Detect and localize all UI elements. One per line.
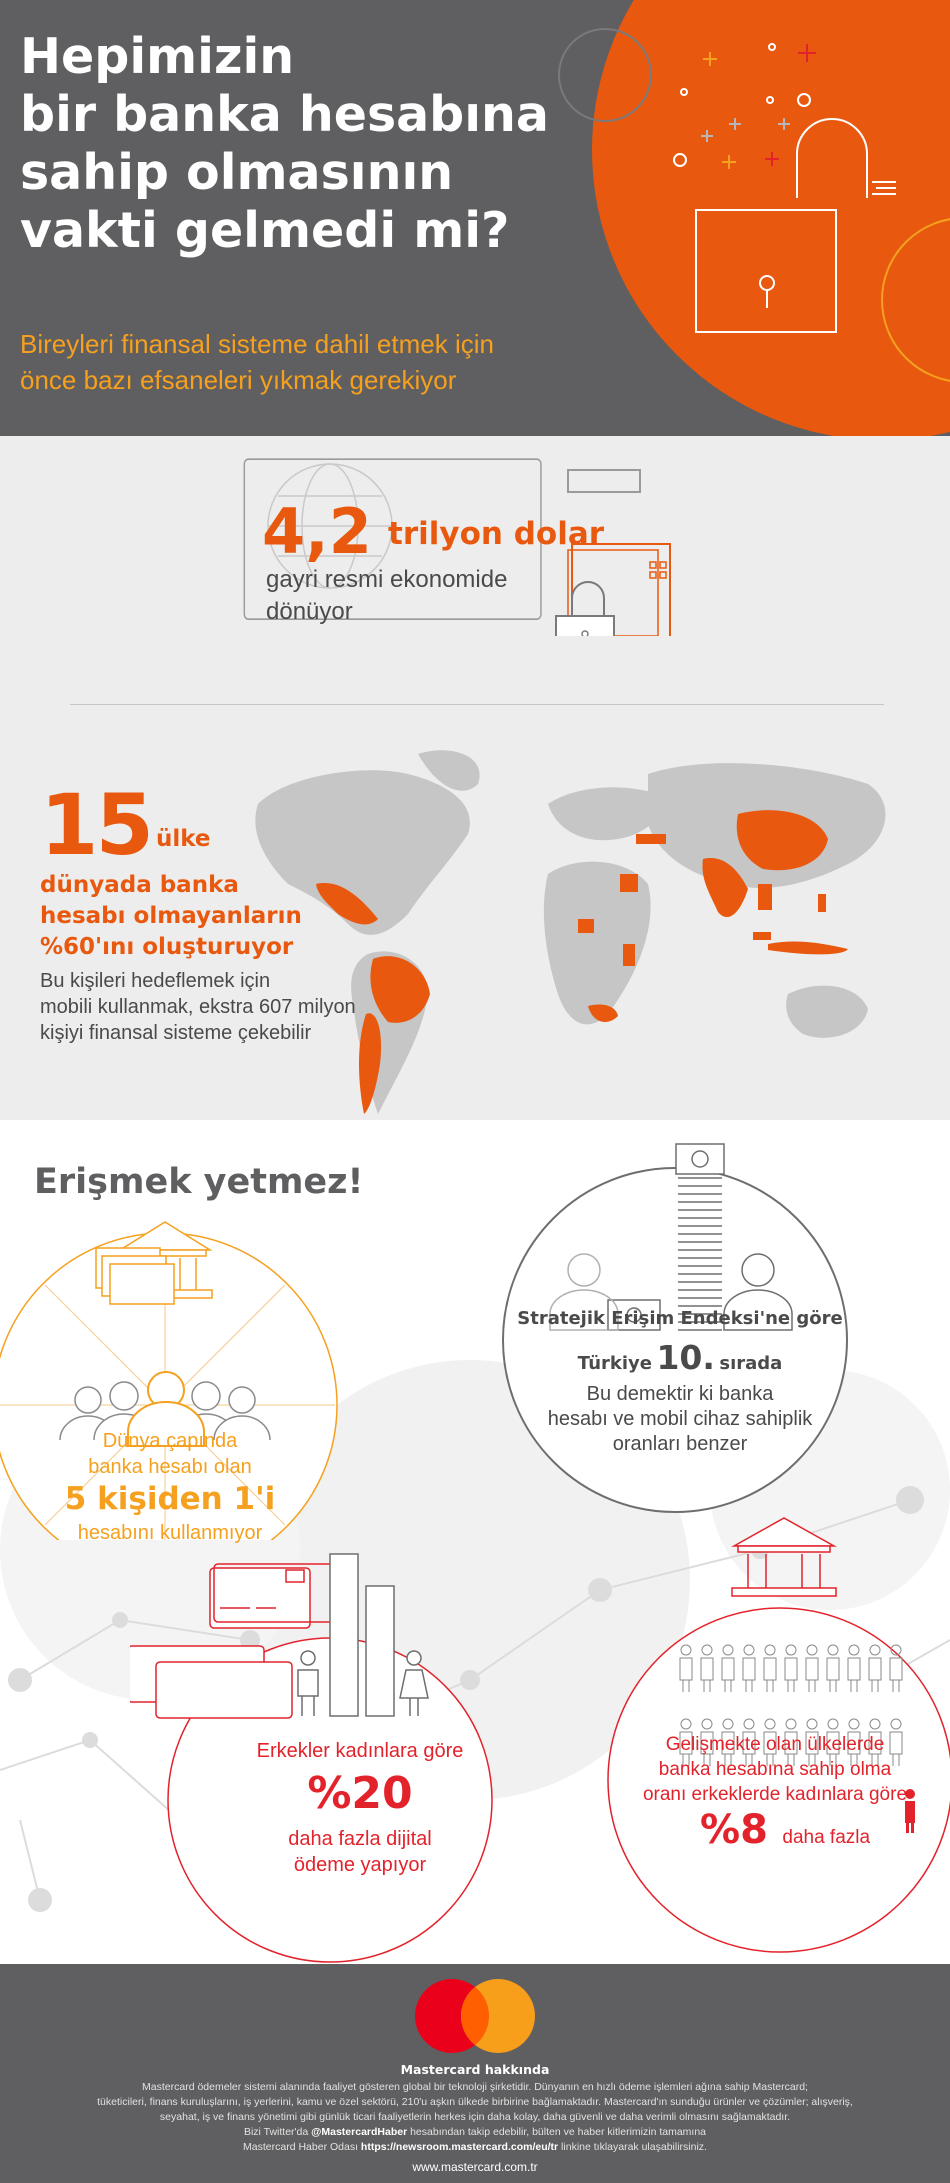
countries-headline [40, 870, 302, 963]
unused-line: banka hesabı olan [88, 1456, 252, 1478]
section-title: Erişmek yetmez! [34, 1162, 364, 1202]
title-line: Hepimizin [20, 28, 295, 85]
twitter-post: hesabından takip edebilir, bülten ve haber kitlerimizin tamamına [407, 2126, 707, 2138]
index-description [500, 1382, 860, 1457]
index-rank-suffix: sırada [719, 1353, 783, 1374]
page-subtitle [20, 326, 640, 398]
gender-line: Gelişmekte olan ülkelerde [665, 1734, 885, 1755]
unused-highlight: 5 kişiden 1'i [64, 1481, 276, 1517]
countries-unit: ülke [156, 826, 211, 852]
footer [0, 1964, 950, 2183]
world-map-image [248, 744, 908, 1124]
title-line: bir banka hesabına [20, 86, 549, 143]
access-section [0, 1120, 950, 1964]
index-desc-line: oranları benzer [612, 1433, 748, 1455]
unlocked-padlock-icon [592, 0, 950, 436]
footer-newsroom-line [0, 2140, 950, 2155]
economy-description [266, 564, 507, 628]
subtitle-line: Bireyleri finansal sisteme dahil etmek için [20, 329, 494, 359]
economy-unit: trilyon dolar [388, 516, 605, 552]
countries-description [40, 968, 356, 1046]
digital-description [210, 1826, 510, 1878]
subtitle-line: önce bazı efsaneleri yıkmak gerekiyor [20, 365, 457, 395]
footer-line: tüketicileri, finans kuruluşlarını, iş yerlerini, kamu ve özel sektörü, 210'u aşkın ülkede birbirine bağlamaktadır. Mastercard'ın sunduğu ürünler ve çözümler; alışveriş, [97, 2096, 853, 2108]
digital-line1: Erkekler kadınlara göre [256, 1740, 464, 1762]
newsroom-post: linkine tıklayarak ulaşabilirsiniz. [558, 2141, 707, 2153]
footer-about [0, 2080, 950, 2155]
countries-headline-line: hesabı olmayanların [40, 903, 302, 929]
title-line: sahip olmasının [20, 144, 454, 201]
stats-section [0, 436, 950, 1120]
gender-percent: %8 [700, 1807, 768, 1853]
twitter-pre: Bizi Twitter'da [243, 2126, 312, 2138]
gender-percent-suffix: daha fazla [782, 1827, 871, 1848]
countries-number: 15 [40, 776, 151, 874]
newsroom-pre: Mastercard Haber Odası [243, 2141, 361, 2153]
header-banner [0, 0, 950, 436]
footer-line: Mastercard ödemeler sistemi alanında faaliyet gösteren global bir teknoloji şirketidir. Dünyanın en hızlı ödeme işlemleri ağına sahip Mastercard; [142, 2081, 808, 2093]
footer-line: seyahat, iş ve finans yönetimi gibi günlük ticari faaliyetlerin herkes için daha kolay, daha güvenli ve daha verimli olmasını sağlamaktadır. [159, 2111, 791, 2123]
gender-line: oranı erkeklerde kadınlara göre [642, 1784, 908, 1805]
index-desc-line: hesabı ve mobil cihaz sahiplik [547, 1408, 813, 1430]
newsroom-link[interactable]: https://newsroom.mastercard.com/eu/tr [360, 2141, 559, 2153]
unused-after: hesabını kullanmıyor [77, 1522, 263, 1544]
footer-twitter-line [0, 2125, 950, 2140]
gender-percent-row [700, 1806, 870, 1854]
unused-line: Dünya çapında [102, 1430, 238, 1452]
countries-headline-line: dünyada banka [40, 872, 239, 898]
twitter-handle-link[interactable]: @MastercardHaber [311, 2126, 408, 2138]
gender-card-illustration [600, 1500, 950, 1960]
index-rank: 10. [656, 1338, 715, 1377]
website-link[interactable]: www.mastercard.com.tr [412, 2160, 538, 2174]
index-country: Türkiye [577, 1353, 652, 1374]
unused-lines [10, 1428, 330, 1480]
countries-desc-line: Bu kişileri hedeflemek için [40, 970, 271, 992]
gender-line: banka hesabına sahip olma [658, 1759, 892, 1780]
countries-headline-line: %60'ını oluşturuyor [40, 934, 294, 960]
digital-desc-line: ödeme yapıyor [293, 1854, 427, 1876]
index-rank-row [500, 1338, 860, 1377]
economy-desc-line: gayri resmi ekonomide [266, 566, 508, 593]
index-line1: Stratejik Erişim Endeksi'ne göre [517, 1308, 843, 1329]
footer-heading: Mastercard hakkında [400, 2062, 550, 2077]
index-desc-line: Bu demektir ki banka [586, 1383, 774, 1405]
countries-desc-line: mobili kullanmak, ekstra 607 milyon [40, 996, 356, 1018]
digital-desc-line: daha fazla dijital [288, 1828, 432, 1850]
countries-desc-line: kişiyi finansal sisteme çekebilir [40, 1022, 312, 1044]
gender-lines [610, 1732, 940, 1807]
title-line: vakti gelmedi mi? [20, 202, 510, 259]
mastercard-logo [414, 1976, 536, 2056]
page-title [20, 28, 620, 260]
economy-number: 4,2 [262, 495, 372, 568]
digital-percent: %20 [307, 1768, 413, 1819]
section-divider [70, 704, 884, 705]
economy-desc-line: dönüyor [266, 598, 353, 625]
